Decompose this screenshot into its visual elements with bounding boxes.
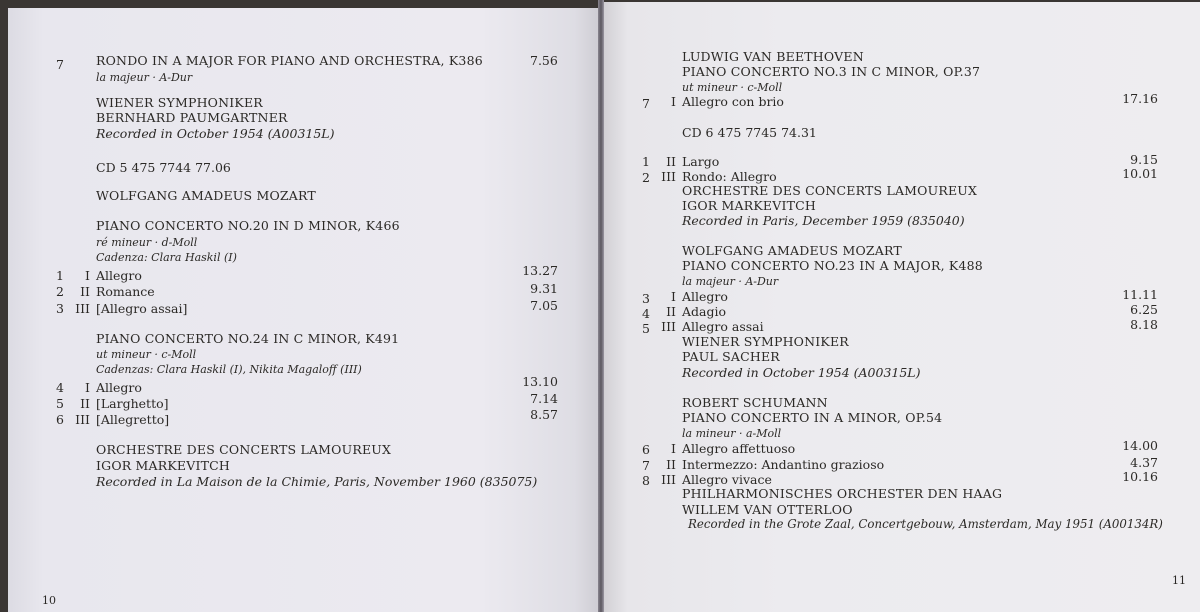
movement-number: III	[75, 301, 90, 316]
work-title: PIANO CONCERTO NO.23 IN A MAJOR, K488	[682, 258, 983, 273]
recording-info: Recorded in October 1954 (A00315L)	[96, 126, 335, 141]
key-text: ut mineur · c-Moll	[682, 81, 783, 94]
cadenza-text: Cadenza: Clara Haskil (I)	[96, 251, 237, 264]
cd-info: CD 6 475 7745 74.31	[682, 125, 817, 140]
movement-number: I	[671, 289, 676, 304]
movement-name: Allegro	[96, 268, 142, 283]
duration: 7.05	[530, 298, 558, 313]
page-number: 10	[42, 594, 56, 607]
work-title: PIANO CONCERTO IN A MINOR, OP.54	[682, 410, 943, 425]
track-number: 5	[642, 321, 650, 336]
duration: 10.01	[1122, 166, 1158, 181]
orchestra: PHILHARMONISCHES ORCHESTER DEN HAAG	[682, 486, 1003, 501]
recording-info: Recorded in the Grote Zaal, Concertgebouw, Amsterdam, May 1951 (A00134R)	[688, 517, 1163, 531]
duration: 9.31	[530, 281, 558, 296]
duration: 13.27	[522, 263, 558, 278]
movement-number: II	[666, 154, 676, 169]
cadenza-text: Cadenzas: Clara Haskil (I), Nikita Magaloff (III)	[96, 363, 362, 376]
track-number: 1	[56, 268, 64, 283]
duration: 4.37	[1130, 455, 1158, 470]
movement-number: I	[85, 380, 90, 395]
recording-info: Recorded in La Maison de la Chimie, Paris, November 1960 (835075)	[96, 474, 538, 489]
conductor: PAUL SACHER	[682, 349, 780, 364]
movement-number: III	[661, 319, 676, 334]
orchestra: WIENER SYMPHONIKER	[682, 334, 849, 349]
duration: 7.56	[530, 53, 558, 68]
conductor: BERNHARD PAUMGARTNER	[96, 110, 288, 125]
track-number: 6	[642, 442, 650, 457]
work-title: PIANO CONCERTO NO.3 IN C MINOR, OP.37	[682, 64, 981, 79]
cd-info: CD 5 475 7744 77.06	[96, 160, 231, 175]
track-number: 3	[642, 291, 650, 306]
composer: LUDWIG VAN BEETHOVEN	[682, 49, 864, 64]
orchestra: ORCHESTRE DES CONCERTS LAMOUREUX	[682, 183, 978, 198]
movement-name: Adagio	[682, 304, 727, 319]
duration: 13.10	[522, 374, 558, 389]
movement-number: II	[666, 304, 676, 319]
movement-name: Allegro con brio	[682, 94, 784, 109]
duration: 7.14	[530, 391, 558, 406]
track-number: 7	[642, 458, 650, 473]
track-number: 5	[56, 396, 64, 411]
work-title: PIANO CONCERTO NO.20 IN D MINOR, K466	[96, 218, 400, 233]
duration: 9.15	[1130, 152, 1158, 167]
track-number: 7	[642, 96, 650, 111]
movement-name: [Allegretto]	[96, 412, 170, 427]
duration: 8.57	[530, 407, 558, 422]
track-number: 4	[56, 380, 64, 395]
track-number: 6	[56, 412, 64, 427]
work-title: RONDO IN A MAJOR FOR PIANO AND ORCHESTRA, K386	[96, 53, 483, 68]
movement-name: Allegro affettuoso	[682, 441, 796, 456]
key-text: ut mineur · c-Moll	[96, 348, 197, 361]
orchestra: WIENER SYMPHONIKER	[96, 95, 263, 110]
key-text: la mineur · a-Moll	[682, 427, 782, 440]
movement-number: III	[661, 169, 676, 184]
movement-number: I	[85, 268, 90, 283]
left-page	[8, 8, 598, 612]
movement-name: Rondo: Allegro	[682, 169, 777, 184]
movement-number: II	[80, 284, 90, 299]
orchestra: ORCHESTRE DES CONCERTS LAMOUREUX	[96, 442, 392, 457]
movement-number: III	[75, 412, 90, 427]
conductor: IGOR MARKEVITCH	[682, 198, 817, 213]
composer: WOLFGANG AMADEUS MOZART	[682, 243, 902, 258]
track-number: 3	[56, 301, 64, 316]
movement-number: II	[80, 396, 90, 411]
key-text: ré mineur · d-Moll	[96, 236, 198, 249]
recording-info: Recorded in October 1954 (A00315L)	[682, 365, 921, 380]
movement-number: I	[671, 441, 676, 456]
movement-number: I	[671, 94, 676, 109]
movement-name: Romance	[96, 284, 155, 299]
duration: 8.18	[1130, 317, 1158, 332]
movement-name: Largo	[682, 154, 720, 169]
key-text: la majeur · A-Dur	[682, 275, 779, 288]
movement-name: Allegro	[682, 289, 728, 304]
movement-number: III	[661, 472, 676, 487]
track-number: 7	[56, 57, 64, 72]
page-number: 11	[1172, 574, 1186, 587]
duration: 14.00	[1122, 438, 1158, 453]
movement-name: Intermezzo: Andantino grazioso	[682, 457, 885, 472]
movement-name: [Larghetto]	[96, 396, 169, 411]
duration: 11.11	[1122, 287, 1158, 302]
movement-number: II	[666, 457, 676, 472]
key-text: la majeur · A-Dur	[96, 71, 193, 84]
work-title: PIANO CONCERTO NO.24 IN C MINOR, K491	[96, 331, 400, 346]
conductor: WILLEM VAN OTTERLOO	[682, 502, 853, 517]
composer: ROBERT SCHUMANN	[682, 395, 828, 410]
duration: 6.25	[1130, 302, 1158, 317]
track-number: 8	[642, 473, 650, 488]
composer: WOLFGANG AMADEUS MOZART	[96, 188, 316, 203]
right-page	[604, 2, 1200, 612]
recording-info: Recorded in Paris, December 1959 (835040)	[682, 213, 965, 228]
movement-name: Allegro vivace	[682, 472, 772, 487]
duration: 10.16	[1122, 469, 1158, 484]
movement-name: Allegro assai	[682, 319, 764, 334]
track-number: 4	[642, 306, 650, 321]
conductor: IGOR MARKEVITCH	[96, 458, 231, 473]
duration: 17.16	[1122, 91, 1158, 106]
movement-name: Allegro	[96, 380, 142, 395]
track-number: 2	[56, 284, 64, 299]
track-number: 2	[642, 170, 650, 185]
track-number: 1	[642, 154, 650, 169]
movement-name: [Allegro assai]	[96, 301, 188, 316]
